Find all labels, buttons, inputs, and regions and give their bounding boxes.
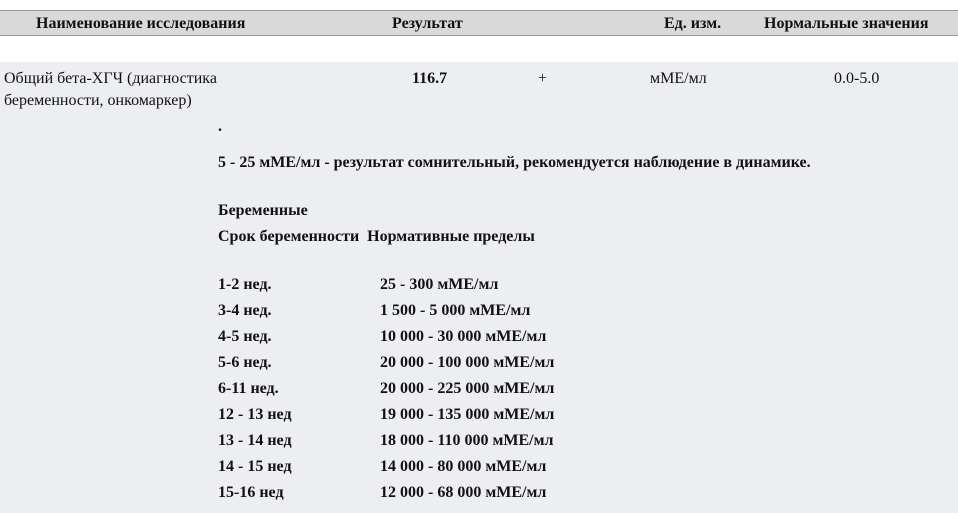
reference-range-value: 1 500 - 5 000 мМЕ/мл bbox=[380, 302, 531, 319]
reference-range-value: 20 000 - 225 000 мМЕ/мл bbox=[380, 380, 555, 397]
pregnancy-term: 6-11 нед. bbox=[218, 380, 279, 397]
reference-row bbox=[218, 454, 811, 480]
reference-row bbox=[218, 480, 811, 506]
comment-dot: . bbox=[218, 118, 222, 135]
comment-table-header: Срок беременности Нормативные пределы bbox=[218, 228, 535, 245]
comment-pregnant-title: Беременные bbox=[218, 202, 308, 219]
pregnancy-term: 14 - 15 нед bbox=[218, 458, 292, 475]
column-header-result: Результат bbox=[392, 15, 463, 32]
reference-row bbox=[218, 428, 811, 454]
reference-row bbox=[218, 298, 811, 324]
abnormal-flag: + bbox=[538, 70, 548, 87]
result-value: 116.7 bbox=[412, 70, 448, 87]
column-header-norm: Нормальные значения bbox=[764, 15, 929, 32]
column-header-name: Наименование исследования bbox=[36, 15, 246, 32]
reference-row bbox=[218, 376, 811, 402]
pregnancy-term: 5-6 нед. bbox=[218, 354, 272, 371]
reference-range-value: 14 000 - 80 000 мМЕ/мл bbox=[380, 458, 547, 475]
reference-range-value: 25 - 300 мМЕ/мл bbox=[380, 276, 499, 293]
reference-row bbox=[218, 272, 811, 298]
pregnancy-term: 15-16 нед bbox=[218, 484, 284, 501]
pregnancy-term: 4-5 нед. bbox=[218, 328, 272, 345]
reference-row bbox=[218, 350, 811, 376]
reference-row bbox=[218, 402, 811, 428]
reference-range-value: 10 000 - 30 000 мМЕ/мл bbox=[380, 328, 547, 345]
pregnancy-term: 12 - 13 нед bbox=[218, 406, 292, 423]
table-header bbox=[0, 10, 958, 36]
reference-row bbox=[218, 324, 811, 350]
reference-table bbox=[218, 272, 811, 506]
pregnancy-term: 13 - 14 нед bbox=[218, 432, 292, 449]
reference-range: 0.0-5.0 bbox=[834, 70, 880, 87]
reference-range-value: 12 000 - 68 000 мМЕ/мл bbox=[380, 484, 547, 501]
result-row bbox=[0, 62, 958, 513]
reference-range-value: 20 000 - 100 000 мМЕ/мл bbox=[380, 354, 555, 371]
test-name: Общий бета-ХГЧ (диагностика беременности, онкомаркер) bbox=[4, 70, 217, 109]
result-comment bbox=[218, 114, 811, 506]
pregnancy-term: 3-4 нед. bbox=[218, 302, 272, 319]
reference-range-value: 18 000 - 110 000 мМЕ/мл bbox=[380, 432, 554, 449]
comment-doubtful-note: 5 - 25 мМЕ/мл - результат сомнительный, рекомендуется наблюдение в динамике. bbox=[218, 154, 811, 171]
column-header-unit: Ед. изм. bbox=[664, 15, 722, 32]
reference-range-value: 19 000 - 135 000 мМЕ/мл bbox=[380, 406, 555, 423]
result-unit: мМЕ/мл bbox=[650, 70, 707, 87]
pregnancy-term: 1-2 нед. bbox=[218, 276, 272, 293]
